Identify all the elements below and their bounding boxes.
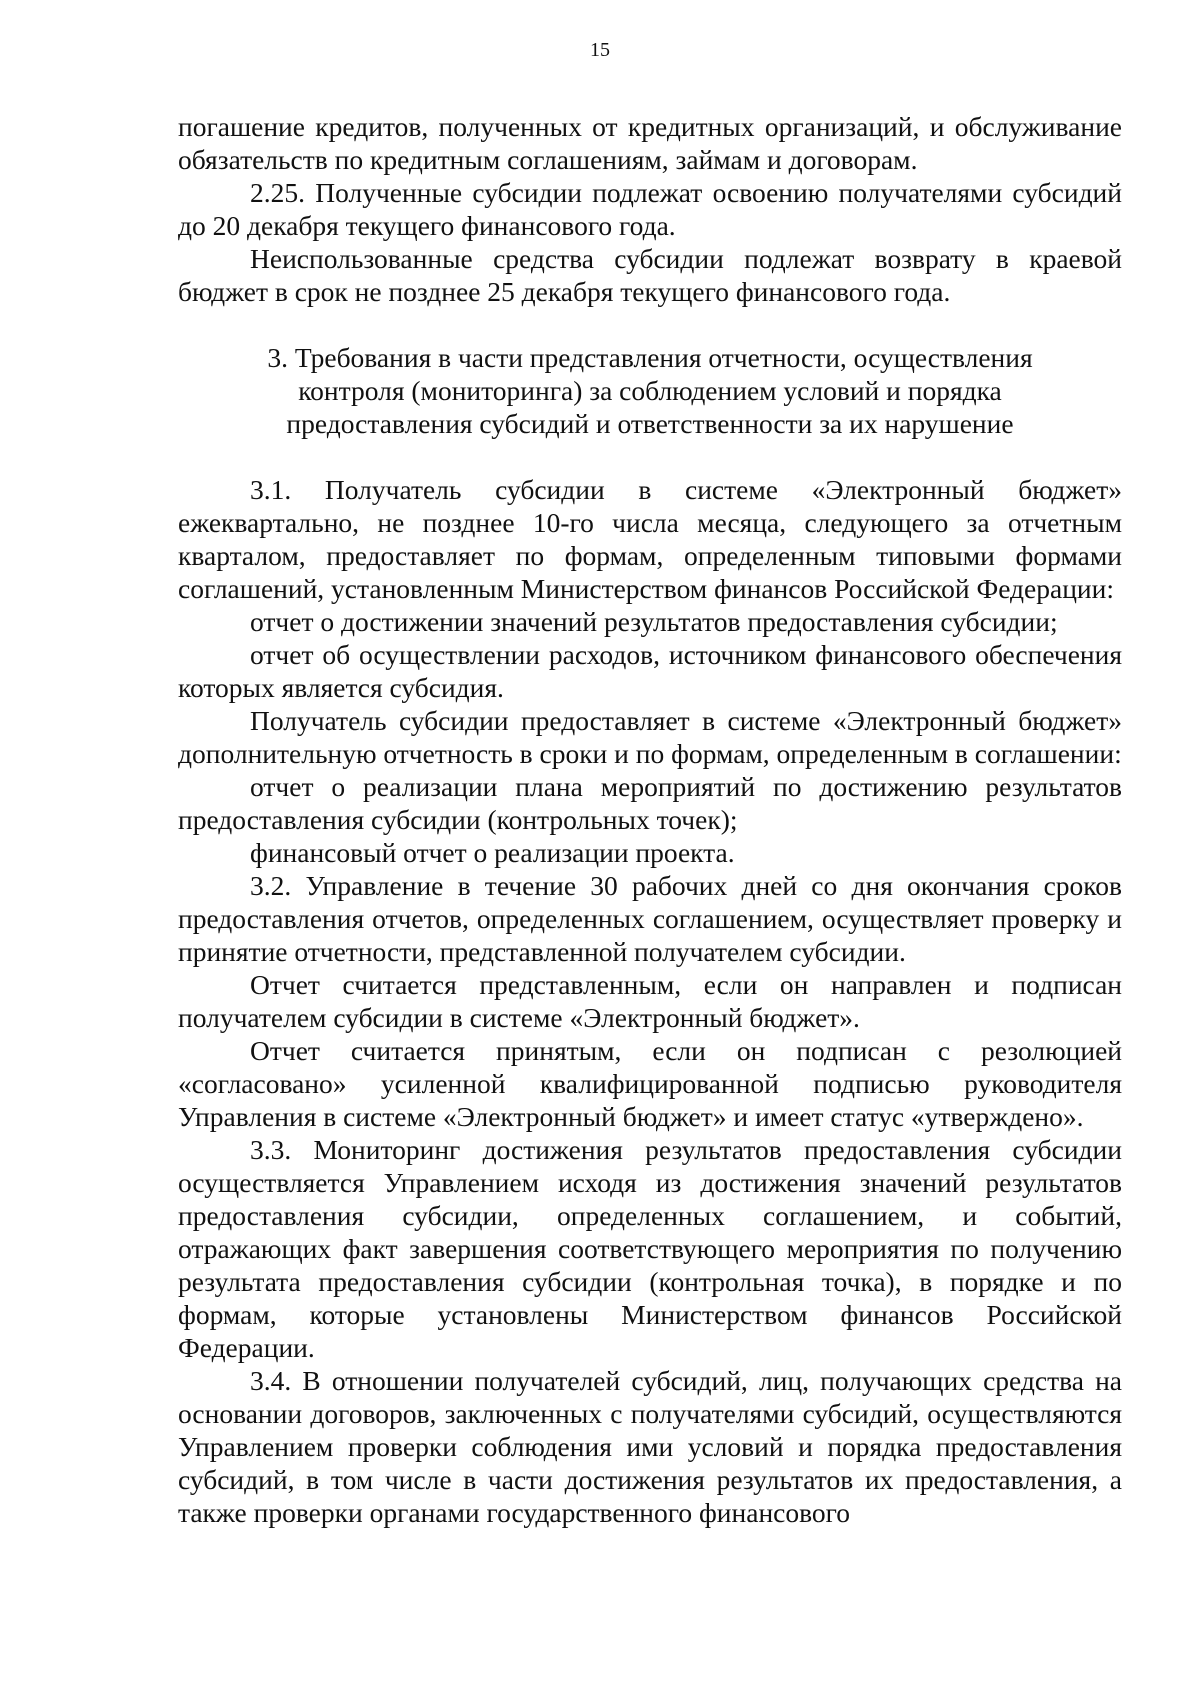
paragraph-unused-funds: Неиспользованные средства субсидии подлежат возврату в краевой бюджет в срок не позднее 25 декабря текущего финансового года.: [178, 243, 1122, 307]
paragraph-additional-reporting: Получатель субсидии предоставляет в системе «Электронный бюджет» дополнительную отчетность в сроки и по формам, определенным в соглашении:: [178, 705, 1122, 769]
paragraph-3-4: 3.4. В отношении получателей субсидий, лиц, получающих средства на основании договоров, заключенных с получателями субсидий, осуществляются Управлением проверки соблюдения ими условий и порядка предоставления субсидий, в том числе в части достижения результатов их предоставления, а также проверки органами государственного финансового: [178, 1365, 1122, 1528]
paragraph-report-plan: отчет о реализации плана мероприятий по достижению результатов предоставления субсидии (контрольных точек);: [178, 771, 1122, 835]
paragraph-report-expenses: отчет об осуществлении расходов, источником финансового обеспечения которых является субсидия.: [178, 639, 1122, 703]
section-title-line: 3. Требования в части представления отчетности, осуществления: [267, 342, 1033, 373]
paragraph-continuation: погашение кредитов, полученных от кредитных организаций, и обслуживание обязательств по кредитным соглашениям, займам и договорам.: [178, 111, 1122, 175]
page-number: 15: [590, 39, 610, 61]
section-title-line: предоставления субсидий и ответственности за их нарушение: [286, 408, 1014, 439]
section-title-line: контроля (мониторинга) за соблюдением условий и порядка: [298, 375, 1002, 406]
paragraph-2-25: 2.25. Полученные субсидии подлежат освоению получателями субсидий до 20 декабря текущего финансового года.: [178, 177, 1122, 241]
paragraph-3-1: 3.1. Получатель субсидии в системе «Электронный бюджет» ежеквартально, не позднее 10-го числа месяца, следующего за отчетным кварталом, предоставляет по формам, определенным типовыми формами соглашений, установленным Министерством финансов Российской Федерации:: [178, 474, 1122, 604]
paragraph-financial-report: финансовый отчет о реализации проекта.: [250, 837, 735, 868]
paragraph-3-2: 3.2. Управление в течение 30 рабочих дней со дня окончания сроков предоставления отчетов, определенных соглашением, осуществляет проверку и принятие отчетности, представленной получателем субсидии.: [178, 870, 1122, 967]
paragraph-report-submitted: Отчет считается представленным, если он направлен и подписан получателем субсидии в системе «Электронный бюджет».: [178, 969, 1122, 1033]
paragraph-report-results: отчет о достижении значений результатов предоставления субсидии;: [250, 606, 1058, 637]
document-body: [178, 110, 1122, 1529]
paragraph-report-accepted: Отчет считается принятым, если он подписан с резолюцией «согласовано» усиленной квалифицированной подписью руководителя Управления в системе «Электронный бюджет» и имеет статус «утверждено».: [178, 1035, 1122, 1132]
paragraph-3-3: 3.3. Мониторинг достижения результатов предоставления субсидии осуществляется Управлением исходя из достижения значений результатов предоставления субсидии, определенных соглашением, и событий, отражающих факт завершения соответствующего мероприятия по получению результата предоставления субсидии (контрольная точка), в порядке и по формам, которые установлены Министерством финансов Российской Федерации.: [178, 1134, 1122, 1363]
section-3-title: [178, 341, 1122, 440]
